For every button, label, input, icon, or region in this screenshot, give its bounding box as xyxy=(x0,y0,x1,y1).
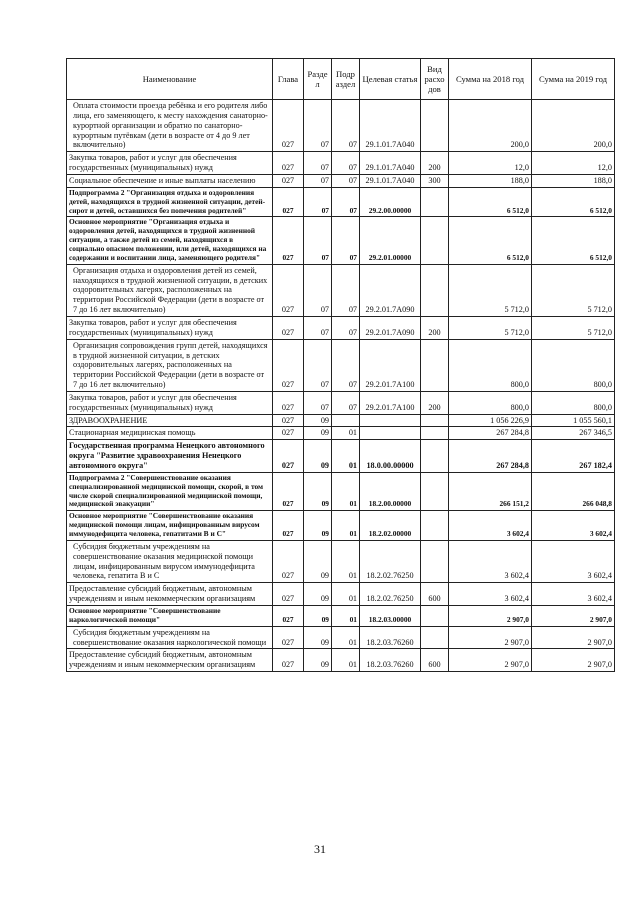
row-sum-2018: 2 907,0 xyxy=(449,649,532,672)
row-sum-2018: 188,0 xyxy=(449,174,532,187)
row-sum-2019: 3 602,4 xyxy=(532,540,615,582)
row-target: 29.2.01.7А100 xyxy=(360,339,421,391)
row-sum-2018: 2 907,0 xyxy=(449,605,532,626)
row-chapter: 027 xyxy=(273,152,304,175)
row-name: Субсидия бюджетным учреждениям на совершенствование оказания медицинской помощи лицам, инфицированным вирусом иммунодефицита человека, гепатита В и С xyxy=(67,540,273,582)
row-section: 07 xyxy=(304,339,332,391)
row-section: 09 xyxy=(304,472,332,511)
table-row xyxy=(67,217,615,264)
row-target: 18.2.03.00000 xyxy=(360,605,421,626)
row-sum-2019: 3 602,4 xyxy=(532,511,615,541)
row-section: 07 xyxy=(304,391,332,414)
row-sum-2019: 266 048,8 xyxy=(532,472,615,511)
table-row xyxy=(67,100,615,152)
header-sum-2018: Сумма на 2018 год xyxy=(449,59,532,100)
row-name: Стационарная медицинская помощь xyxy=(67,427,273,440)
row-subsection: 01 xyxy=(332,472,360,511)
row-chapter: 027 xyxy=(273,264,304,316)
row-section: 09 xyxy=(304,649,332,672)
row-exp-type xyxy=(421,440,449,473)
row-chapter: 027 xyxy=(273,187,304,217)
row-name: Организация отдыха и оздоровления детей из семей, находящихся в трудной жизненной ситуации, в детских оздоровительных лагерях, расположенных на территории Российской Федерации (дети в возрасте от 7 до 16 лет включительно) xyxy=(67,264,273,316)
row-sum-2019: 2 907,0 xyxy=(532,649,615,672)
row-exp-type xyxy=(421,427,449,440)
row-target: 29.2.01.7А090 xyxy=(360,316,421,339)
row-chapter: 027 xyxy=(273,316,304,339)
table-row xyxy=(67,540,615,582)
table-header-row xyxy=(67,59,615,100)
row-exp-type xyxy=(421,472,449,511)
row-exp-type: 200 xyxy=(421,152,449,175)
row-exp-type xyxy=(421,540,449,582)
row-sum-2018: 267 284,8 xyxy=(449,440,532,473)
row-target: 29.2.01.7А090 xyxy=(360,264,421,316)
row-exp-type: 200 xyxy=(421,316,449,339)
table-row xyxy=(67,440,615,473)
row-sum-2019: 12,0 xyxy=(532,152,615,175)
table-row xyxy=(67,626,615,649)
row-name: Подпрограмма 2 "Организация отдыха и оздоровления детей, находящихся в трудной жизненной ситуации, детей-сирот и детей, оставшихся без попечения родителей" xyxy=(67,187,273,217)
table-row xyxy=(67,511,615,541)
table-row xyxy=(67,152,615,175)
row-chapter: 027 xyxy=(273,583,304,606)
row-target: 29.2.01.00000 xyxy=(360,217,421,264)
table-row xyxy=(67,414,615,427)
row-name: ЗДРАВООХРАНЕНИЕ xyxy=(67,414,273,427)
row-target: 18.0.00.00000 xyxy=(360,440,421,473)
row-exp-type xyxy=(421,511,449,541)
row-exp-type xyxy=(421,414,449,427)
page-number: 31 xyxy=(314,842,326,856)
row-exp-type xyxy=(421,100,449,152)
row-name: Предоставление субсидий бюджетным, автономным учреждениям и иным некоммерческим организациям xyxy=(67,649,273,672)
row-chapter: 027 xyxy=(273,440,304,473)
row-target: 18.2.03.76260 xyxy=(360,649,421,672)
row-exp-type: 600 xyxy=(421,649,449,672)
row-name: Закупка товаров, работ и услуг для обеспечения государственных (муниципальных) нужд xyxy=(67,152,273,175)
budget-table xyxy=(66,58,615,672)
row-sum-2018: 800,0 xyxy=(449,391,532,414)
header-sum-2019: Сумма на 2019 год xyxy=(532,59,615,100)
row-subsection: 01 xyxy=(332,583,360,606)
row-chapter: 027 xyxy=(273,626,304,649)
table-row xyxy=(67,316,615,339)
row-section: 09 xyxy=(304,626,332,649)
row-target xyxy=(360,427,421,440)
row-chapter: 027 xyxy=(273,472,304,511)
row-name: Основное мероприятие "Организация отдыха и оздоровления детей, находящихся в трудной жизненной ситуации, а также детей из семей, находящихся в социально опасном положении, или детей, находящихся на содержании и воспитании лица, заменяющего родителя" xyxy=(67,217,273,264)
row-section: 07 xyxy=(304,316,332,339)
row-sum-2018: 3 602,4 xyxy=(449,540,532,582)
header-subsection: Подр аздел xyxy=(332,59,360,100)
row-target: 29.1.01.7А040 xyxy=(360,174,421,187)
row-exp-type xyxy=(421,264,449,316)
row-chapter: 027 xyxy=(273,605,304,626)
row-chapter: 027 xyxy=(273,217,304,264)
row-subsection: 01 xyxy=(332,440,360,473)
row-name: Субсидия бюджетным учреждениям на совершенствование оказания наркологической помощи xyxy=(67,626,273,649)
row-target: 29.2.00.00000 xyxy=(360,187,421,217)
row-exp-type: 600 xyxy=(421,583,449,606)
row-subsection: 01 xyxy=(332,626,360,649)
header-name: Наименование xyxy=(67,59,273,100)
row-sum-2019: 5 712,0 xyxy=(532,264,615,316)
row-name: Основное мероприятие "Совершенствование оказания медицинской помощи лицам, инфицированным вирусом иммунодефицита человека, гепатитами В и С" xyxy=(67,511,273,541)
row-subsection: 01 xyxy=(332,605,360,626)
row-sum-2019: 6 512,0 xyxy=(532,187,615,217)
row-name: Основное мероприятие "Совершенствование наркологической помощи" xyxy=(67,605,273,626)
table-row xyxy=(67,174,615,187)
row-target: 29.2.01.7А100 xyxy=(360,391,421,414)
row-sum-2018: 5 712,0 xyxy=(449,264,532,316)
table-row xyxy=(67,391,615,414)
row-section: 07 xyxy=(304,187,332,217)
table-row xyxy=(67,649,615,672)
row-subsection: 07 xyxy=(332,100,360,152)
row-exp-type xyxy=(421,187,449,217)
row-target: 18.2.00.00000 xyxy=(360,472,421,511)
row-subsection: 01 xyxy=(332,540,360,582)
row-sum-2019: 267 346,5 xyxy=(532,427,615,440)
row-chapter: 027 xyxy=(273,511,304,541)
table-row xyxy=(67,264,615,316)
row-section: 07 xyxy=(304,174,332,187)
row-sum-2019: 5 712,0 xyxy=(532,316,615,339)
row-sum-2018: 800,0 xyxy=(449,339,532,391)
row-name: Закупка товаров, работ и услуг для обеспечения государственных (муниципальных) нужд xyxy=(67,316,273,339)
table-row xyxy=(67,583,615,606)
row-exp-type xyxy=(421,626,449,649)
row-section: 07 xyxy=(304,217,332,264)
row-target: 18.2.02.76250 xyxy=(360,540,421,582)
row-section: 09 xyxy=(304,427,332,440)
row-sum-2019: 2 907,0 xyxy=(532,626,615,649)
row-sum-2018: 6 512,0 xyxy=(449,187,532,217)
row-section: 07 xyxy=(304,152,332,175)
row-subsection xyxy=(332,414,360,427)
row-section: 07 xyxy=(304,264,332,316)
row-section: 09 xyxy=(304,440,332,473)
row-sum-2019: 800,0 xyxy=(532,339,615,391)
row-subsection: 01 xyxy=(332,511,360,541)
row-target: 18.2.02.00000 xyxy=(360,511,421,541)
row-sum-2019: 1 055 560,1 xyxy=(532,414,615,427)
row-exp-type xyxy=(421,217,449,264)
row-name: Социальное обеспечение и иные выплаты населению xyxy=(67,174,273,187)
header-exp-type: Вид расхо дов xyxy=(421,59,449,100)
row-section: 09 xyxy=(304,511,332,541)
table-row xyxy=(67,427,615,440)
row-sum-2019: 267 182,4 xyxy=(532,440,615,473)
row-target: 18.2.03.76260 xyxy=(360,626,421,649)
row-name: Организация сопровождения групп детей, находящихся в трудной жизненной ситуации, в детских оздоровительных лагерях, расположенных на территории Российской Федерации (дети в возрасте от 7 до 16 лет включительно) xyxy=(67,339,273,391)
row-chapter: 027 xyxy=(273,414,304,427)
row-target: 29.1.01.7А040 xyxy=(360,152,421,175)
row-sum-2019: 2 907,0 xyxy=(532,605,615,626)
row-section: 09 xyxy=(304,583,332,606)
row-name: Оплата стоимости проезда ребёнка и его родителя либо лица, его заменяющего, к месту нахождения санаторно-курортной организации и обратно по санаторно-курортным путёвкам (дети в возрасте от 4 до 9 лет включительно) xyxy=(67,100,273,152)
row-section: 07 xyxy=(304,100,332,152)
header-target: Целевая статья xyxy=(360,59,421,100)
row-exp-type xyxy=(421,339,449,391)
row-sum-2018: 6 512,0 xyxy=(449,217,532,264)
row-subsection: 01 xyxy=(332,649,360,672)
row-subsection: 07 xyxy=(332,217,360,264)
row-section: 09 xyxy=(304,414,332,427)
row-chapter: 027 xyxy=(273,339,304,391)
row-name: Государственная программа Ненецкого автономного округа "Развитие здравоохранения Ненецкого автономного округа" xyxy=(67,440,273,473)
row-subsection: 07 xyxy=(332,187,360,217)
header-section: Разде л xyxy=(304,59,332,100)
table-row xyxy=(67,339,615,391)
row-sum-2019: 200,0 xyxy=(532,100,615,152)
row-chapter: 027 xyxy=(273,540,304,582)
row-sum-2019: 3 602,4 xyxy=(532,583,615,606)
row-name: Предоставление субсидий бюджетным, автономным учреждениям и иным некоммерческим организациям xyxy=(67,583,273,606)
row-sum-2018: 1 056 226,9 xyxy=(449,414,532,427)
row-target: 18.2.02.76250 xyxy=(360,583,421,606)
row-subsection: 07 xyxy=(332,174,360,187)
row-sum-2018: 200,0 xyxy=(449,100,532,152)
row-subsection: 07 xyxy=(332,152,360,175)
row-sum-2018: 266 151,2 xyxy=(449,472,532,511)
row-name: Закупка товаров, работ и услуг для обеспечения государственных (муниципальных) нужд xyxy=(67,391,273,414)
row-chapter: 027 xyxy=(273,174,304,187)
row-sum-2018: 3 602,4 xyxy=(449,583,532,606)
row-sum-2018: 267 284,8 xyxy=(449,427,532,440)
row-exp-type xyxy=(421,605,449,626)
row-subsection: 07 xyxy=(332,264,360,316)
header-chapter: Глава xyxy=(273,59,304,100)
row-chapter: 027 xyxy=(273,427,304,440)
row-name: Подпрограмма 2 "Совершенствование оказания специализированной медицинской помощи, скорой, в том числе скорой специализированной медицинской помощи, медицинской эвакуации" xyxy=(67,472,273,511)
row-target: 29.1.01.7А040 xyxy=(360,100,421,152)
row-chapter: 027 xyxy=(273,100,304,152)
row-sum-2019: 800,0 xyxy=(532,391,615,414)
row-sum-2018: 3 602,4 xyxy=(449,511,532,541)
row-sum-2019: 6 512,0 xyxy=(532,217,615,264)
table-row xyxy=(67,605,615,626)
row-subsection: 07 xyxy=(332,316,360,339)
table-row xyxy=(67,187,615,217)
row-subsection: 01 xyxy=(332,427,360,440)
row-sum-2018: 5 712,0 xyxy=(449,316,532,339)
row-sum-2018: 2 907,0 xyxy=(449,626,532,649)
row-exp-type: 300 xyxy=(421,174,449,187)
row-chapter: 027 xyxy=(273,391,304,414)
row-section: 09 xyxy=(304,605,332,626)
row-sum-2019: 188,0 xyxy=(532,174,615,187)
row-target xyxy=(360,414,421,427)
row-subsection: 07 xyxy=(332,391,360,414)
row-subsection: 07 xyxy=(332,339,360,391)
row-chapter: 027 xyxy=(273,649,304,672)
row-section: 09 xyxy=(304,540,332,582)
row-exp-type: 200 xyxy=(421,391,449,414)
row-sum-2018: 12,0 xyxy=(449,152,532,175)
table-row xyxy=(67,472,615,511)
